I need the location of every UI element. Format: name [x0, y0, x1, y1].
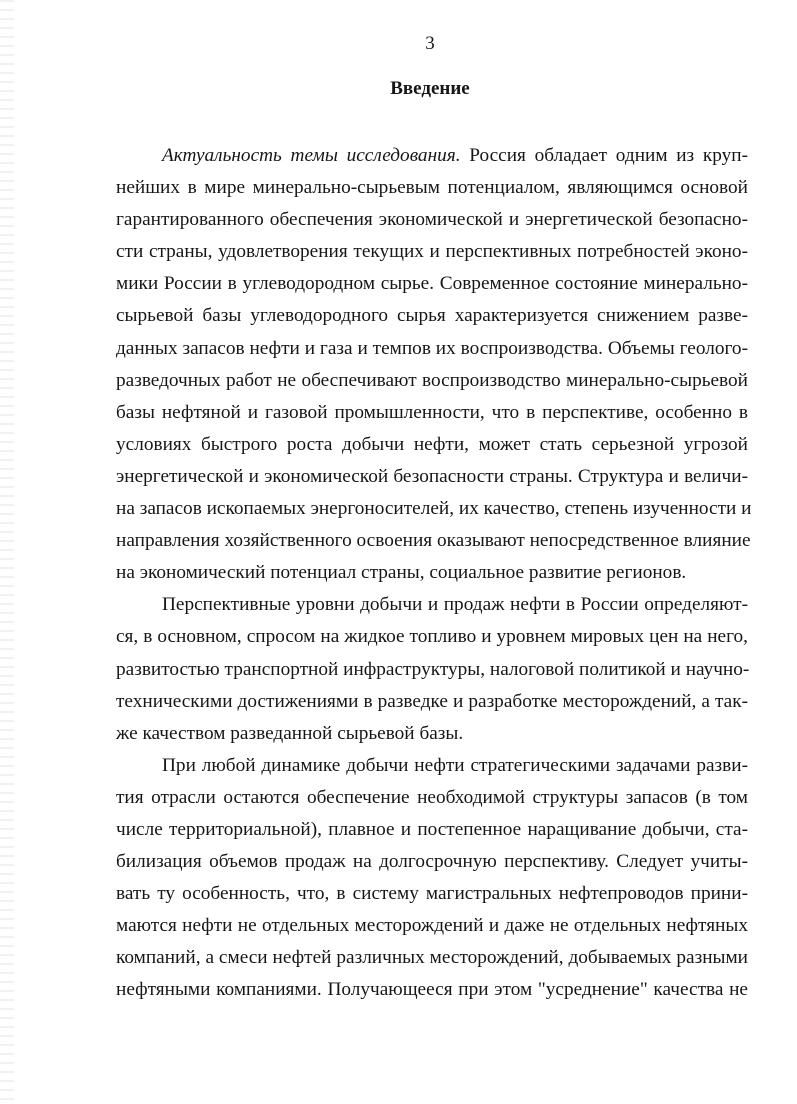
scan-edge-artifact	[0, 0, 14, 1104]
text-line: техническими достижениями в разведке и разработке месторождений, а так-	[116, 690, 748, 712]
text-line: При любой динамике добычи нефти стратегическими задачами разви-	[162, 754, 748, 776]
text-line: сырьевой базы углеводородного сырья характеризуется снижением разве-	[116, 305, 748, 327]
paragraph-1-line-1	[116, 140, 748, 172]
text-line: нейших в мире минерально-сырьевым потенциалом, являющимся основой	[116, 177, 748, 199]
text-line: же качеством разведанной сырьевой базы.	[116, 722, 464, 744]
text-line: энергетической и экономической безопасности страны. Структура и величи-	[116, 465, 748, 487]
text-line: на экономический потенциал страны, социальное развитие регионов.	[116, 562, 687, 584]
text-line: нефтяными компаниями. Получающееся при этом "усреднение" качества не	[116, 979, 748, 1001]
text-line: мики России в углеводородном сырье. Современное состояние минерально-	[116, 273, 748, 295]
page-number: 3	[425, 33, 435, 54]
text-line: на запасов ископаемых энергоносителей, их качество, степень изученности и	[116, 498, 752, 520]
lead-phrase: Актуальность темы исследования.	[162, 145, 461, 166]
text-line: базы нефтяной и газовой промышленности, что в перспективе, особенно в	[116, 401, 748, 423]
text-line: ся, в основном, спросом на жидкое топливо и уровнем мировых цен на него,	[116, 626, 748, 648]
text-line: тия отрасли остаются обеспечение необходимой структуры запасов (в том	[116, 786, 748, 808]
text-line: билизация объемов продаж на долгосрочную перспективу. Следует учиты-	[116, 851, 748, 873]
text-run: Россия обладает одним из круп-	[460, 145, 748, 166]
text-line: разведочных работ не обеспечивают воспроизводство минерально-сырьевой	[116, 369, 748, 391]
text-line: условиях быстрого роста добычи нефти, может стать серьезной угрозой	[116, 433, 748, 455]
text-line: направления хозяйственного освоения оказывают непосредственное влияние	[116, 530, 751, 552]
text-line: сти страны, удовлетворения текущих и перспективных потребностей эконо-	[116, 241, 748, 263]
text-line: развитостью транспортной инфраструктуры, налоговой политикой и научно-	[116, 658, 750, 680]
text-line: маются нефти не отдельных месторождений и даже не отдельных нефтяных	[116, 915, 748, 937]
body-text	[116, 140, 752, 1007]
text-line: вать ту особенность, что, в систему магистральных нефтепроводов прини-	[116, 883, 748, 905]
text-line: гарантированного обеспечения экономической и энергетической безопасно-	[116, 209, 748, 231]
text-line: числе территориальной), плавное и постепенное наращивание добычи, ста-	[116, 818, 748, 840]
text-line: компаний, а смеси нефтей различных месторождений, добываемых разными	[116, 947, 748, 969]
section-title: Введение	[390, 78, 470, 99]
text-line: Перспективные уровни добычи и продаж нефти в России определяют-	[162, 594, 748, 616]
text-line: данных запасов нефти и газа и темпов их воспроизводства. Объемы геолого-	[116, 337, 748, 359]
